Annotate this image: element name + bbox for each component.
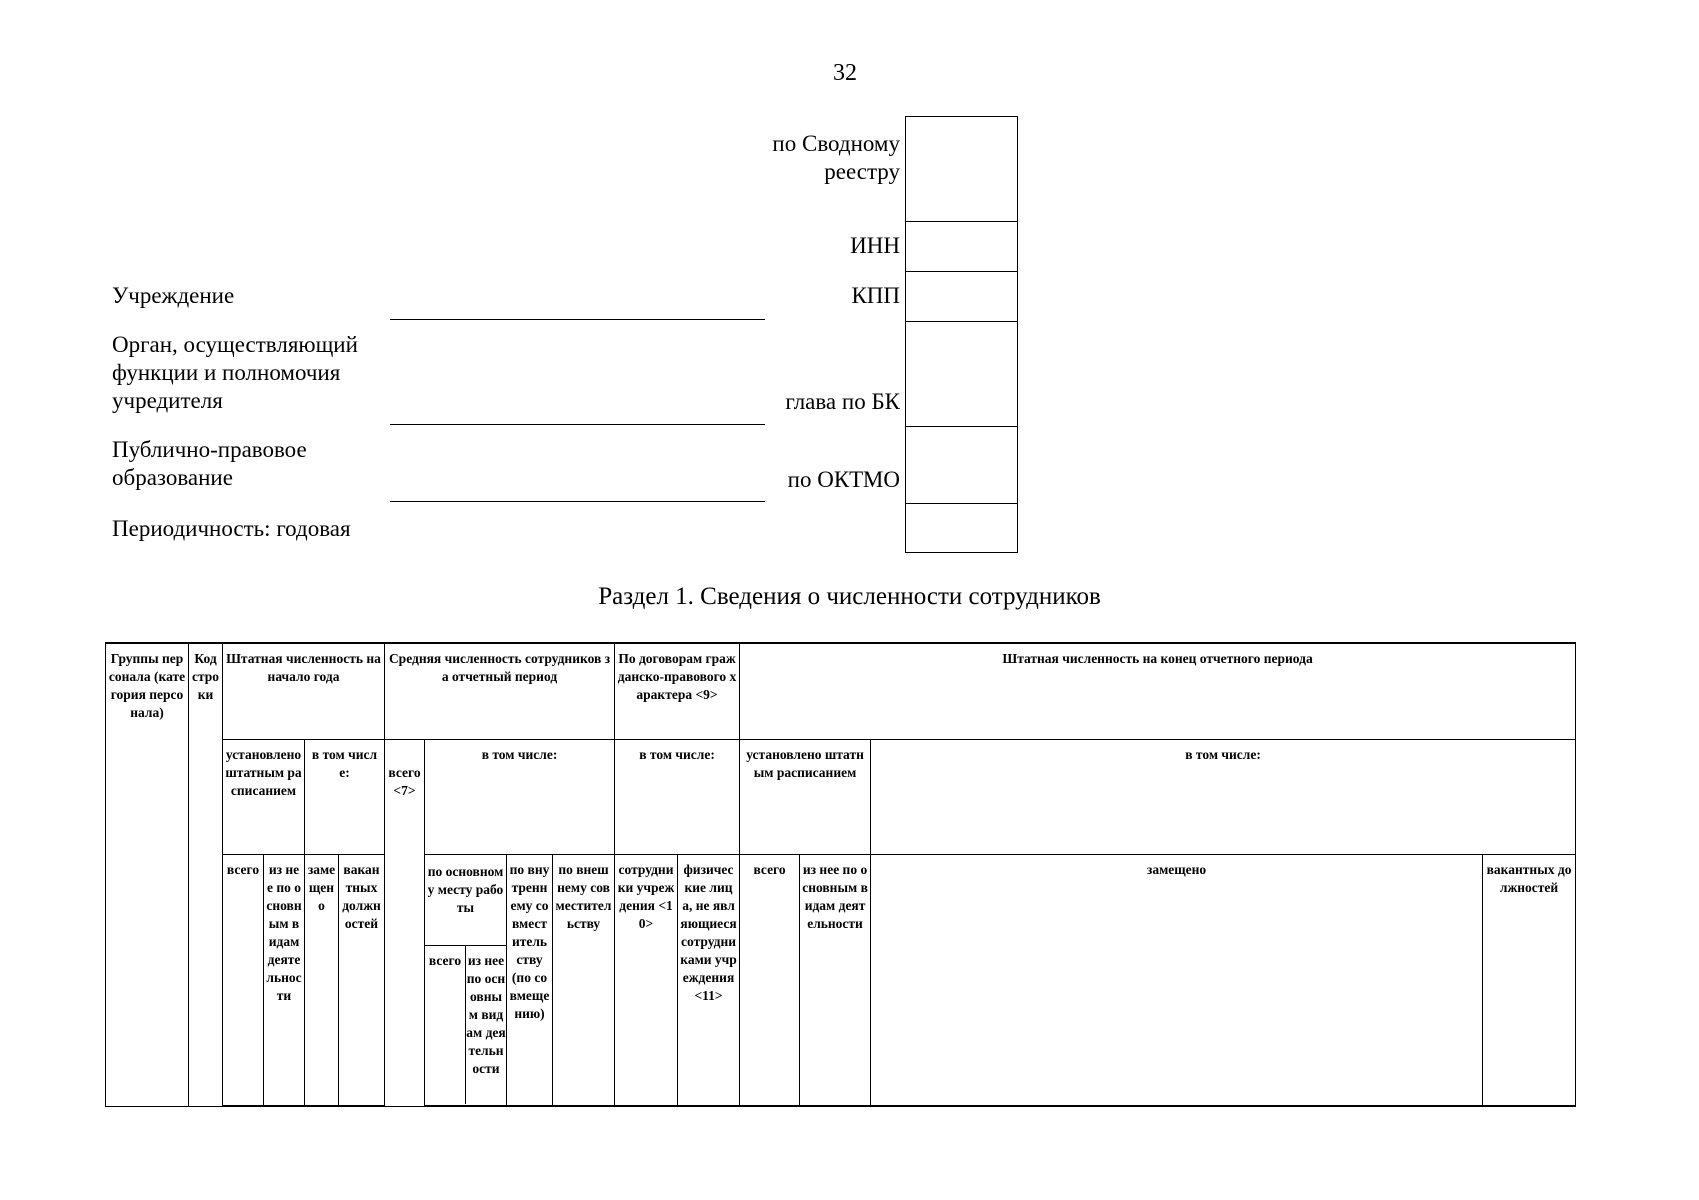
staff-end-header: Штатная численность на конец отчетного периода	[740, 643, 1576, 739]
periodicity-code-cell[interactable]	[906, 504, 1017, 551]
main-place-activity-header: из нее по основным видам деятельности	[466, 952, 506, 1076]
periodicity-label: Периодичность: годовая	[112, 516, 351, 541]
individuals-header: физические лица, не являющиеся сотрудниками учреждения <11>	[678, 854, 740, 1106]
staff-incl-header: в том числе:	[305, 739, 385, 854]
start-filled-header: замещено	[305, 854, 339, 1106]
municipality-field[interactable]	[390, 501, 765, 502]
page-number: 32	[833, 60, 857, 86]
institution-field[interactable]	[390, 319, 765, 320]
end-incl-header: в том числе:	[871, 739, 1576, 854]
registry-label: по Сводному реестру	[772, 131, 900, 184]
inn-label: ИНН	[850, 233, 900, 258]
registry-code-cell[interactable]	[906, 117, 1017, 222]
end-filled-header: замещено	[871, 854, 1483, 1106]
avg-headcount-header: Средняя численность сотрудников за отчетный период	[385, 643, 615, 739]
avg-total-header: всего <7>	[385, 739, 425, 1106]
bk-chapter-code-cell[interactable]	[906, 322, 1017, 427]
oktmo-label: по ОКТМО	[787, 467, 900, 492]
staff-start-header: Штатная численность на начало года	[223, 643, 385, 739]
employees-header: сотрудники учреждения <10>	[615, 854, 678, 1106]
start-total-header: всего	[223, 854, 264, 1106]
kpp-code-cell[interactable]	[906, 272, 1017, 322]
founder-field[interactable]	[390, 424, 765, 425]
main-place-total-header: всего	[425, 946, 466, 1104]
end-main-activity-header: из нее по основным видам деятельности	[800, 854, 871, 1106]
civil-contracts-header: По договорам гражданско-правового характера <9>	[615, 643, 740, 739]
internal-comb-header: по внутреннему совместительству (по совмещению)	[507, 854, 553, 1106]
staff-established-header: установлено штатным расписанием	[223, 739, 305, 854]
end-vacancies-header: вакантных должностей	[1483, 854, 1576, 1106]
oktmo-code-cell[interactable]	[906, 427, 1017, 504]
municipality-label: Публично-правовое образование	[112, 437, 307, 490]
external-comb-header: по внешнему совместительству	[553, 854, 615, 1106]
end-total-header: всего	[740, 854, 800, 1106]
main-place-header: по основному месту работы	[425, 855, 506, 946]
staff-table	[105, 642, 1576, 1107]
inn-code-cell[interactable]	[906, 222, 1017, 272]
col-code-header: Код строки	[189, 643, 223, 1106]
start-vacancies-header: вакантных должностей	[339, 854, 385, 1106]
kpp-label: КПП	[851, 283, 900, 308]
start-main-activity-header: из нее по основным видам деятельности	[264, 854, 305, 1106]
bk-chapter-label: глава по БК	[785, 389, 900, 414]
civil-incl-header: в том числе:	[615, 739, 740, 854]
avg-incl-header: в том числе:	[425, 739, 615, 854]
codes-box	[905, 116, 1018, 553]
section-title: Раздел 1. Сведения о численности сотрудников	[598, 583, 1101, 610]
founder-label: Орган, осуществляющий функции и полномочия учредителя	[112, 332, 358, 413]
end-established-header: установлено штатным расписанием	[740, 739, 871, 854]
col-groups-header: Группы персонала (категория персонала)	[106, 643, 189, 1106]
institution-label: Учреждение	[112, 283, 235, 308]
